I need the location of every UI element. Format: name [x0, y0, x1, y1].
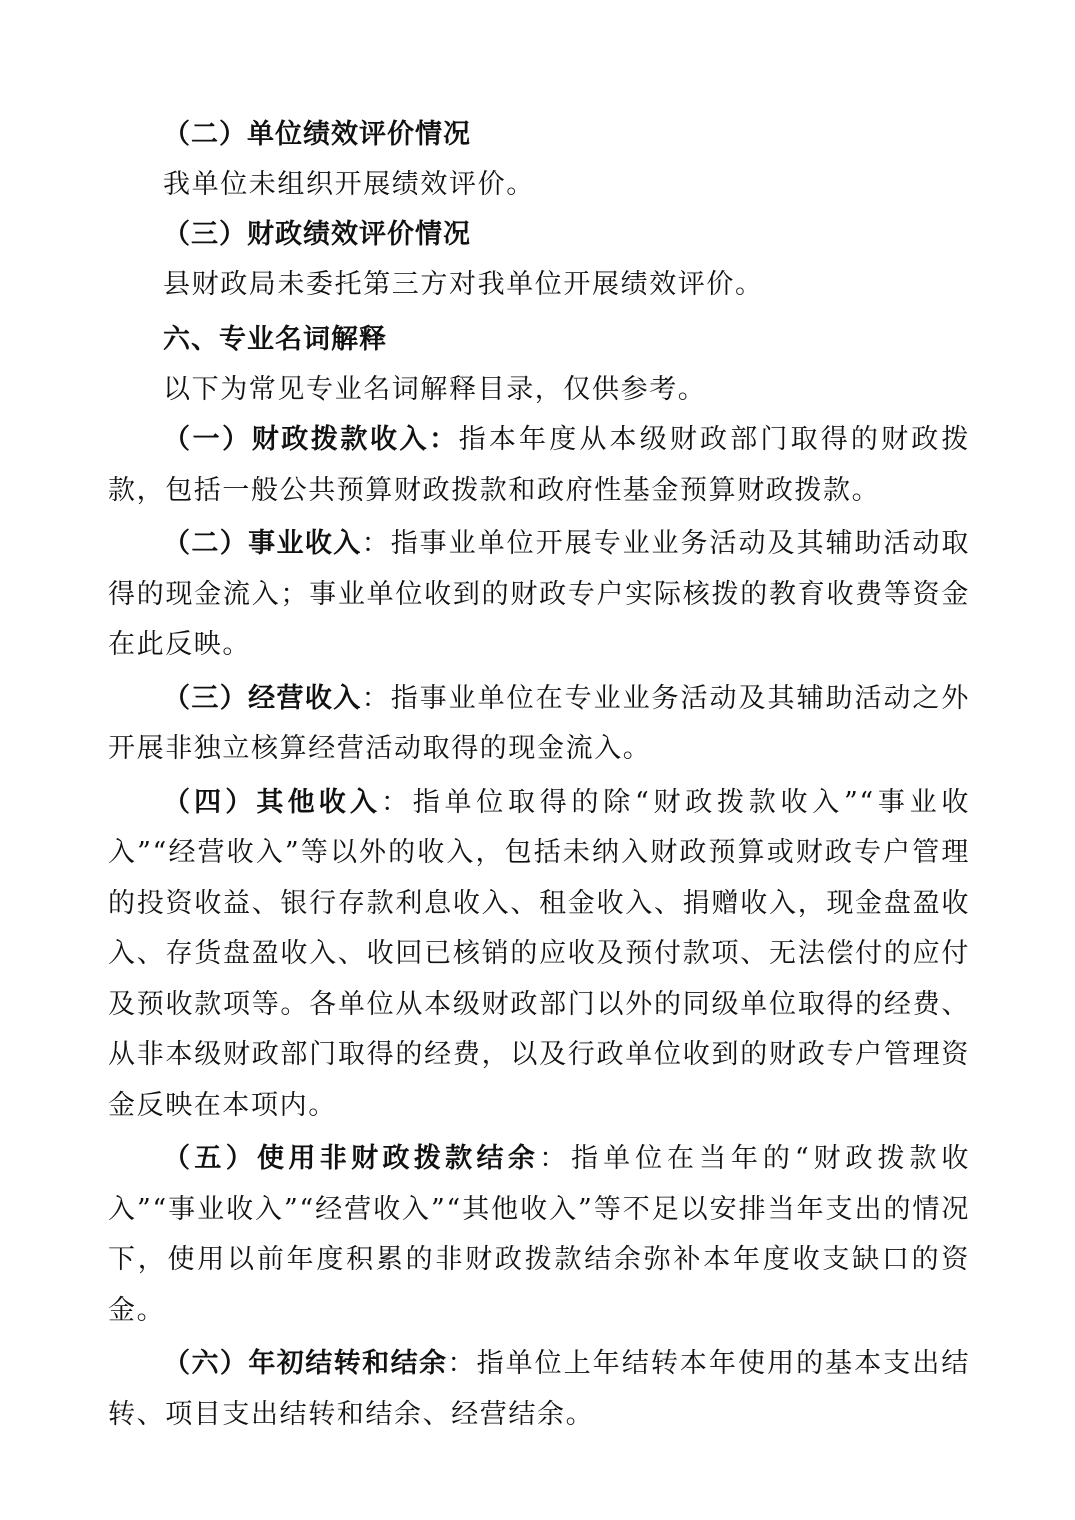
section-heading-unit-performance: （二）单位绩效评价情况: [163, 119, 471, 150]
glossary-term-6: [108, 1339, 970, 1440]
term-definition: ：指单位上年结转本年使用的基本支出结转、项目支出结转和结余、经营结余。: [108, 1348, 970, 1430]
section-heading-fiscal-performance: （三）财政绩效评价情况: [163, 219, 471, 250]
term-label: （五）使用非财政拨款结余: [163, 1143, 540, 1174]
term-label: （四）其他收入: [163, 786, 382, 818]
term-label: （三）经营收入: [163, 682, 362, 714]
paragraph-unit-performance: 我单位未组织开展绩效评价。: [163, 169, 535, 200]
glossary-term-2: [108, 519, 970, 671]
section-heading-glossary: 六、专业名词解释: [163, 324, 387, 355]
term-definition: ：指单位在当年的“财政拨款收入”“事业收入”“经营收入”“其他收入”等不足以安排当年支出的情况下，使用以前年度积累的非财政拨款结余弥补本年度收支缺口的资金。: [108, 1143, 971, 1326]
paragraph-fiscal-performance: 县财政局未委托第三方对我单位开展绩效评价。: [163, 269, 764, 300]
glossary-term-5: [108, 1134, 970, 1336]
term-label: （二）事业收入: [163, 528, 362, 559]
glossary-term-1: [108, 415, 970, 516]
glossary-term-3: [108, 674, 970, 775]
term-label: （一）财政拨款收入：: [163, 424, 459, 455]
term-definition: ：指事业单位在专业业务活动及其辅助活动之外开展非独立核算经营活动取得的现金流入。: [108, 682, 970, 764]
term-definition: ：指事业单位开展专业业务活动及其辅助活动取得的现金流入；事业单位收到的财政专户实际核拨的教育收费等资金在此反映。: [108, 528, 970, 660]
term-label: （六）年初结转和结余: [163, 1348, 448, 1379]
term-definition: 指本年度从本级财政部门取得的财政拨款，包括一般公共预算财政拨款和政府性基金预算财政拨款。: [108, 424, 971, 506]
paragraph-glossary-intro: 以下为常见专业名词解释目录，仅供参考。: [163, 374, 707, 405]
glossary-term-4: [108, 778, 970, 1132]
term-definition: ：指单位取得的除“财政拨款收入”“事业收入”“经营收入”等以外的收入，包括未纳入财政预算或财政专户管理的投资收益、银行存款利息收入、租金收入、捐赠收入，现金盘盈收入、存货盘盈收入、收回已核销的应收及预付款项、无法偿付的应付及预收款项等。各单位从本级财政部门以外的同级单位取得的经费、从非本级财政部门取得的经费，以及行政单位收到的财政专户管理资金反映在本项内。: [108, 786, 971, 1121]
document-body: [108, 110, 970, 1440]
